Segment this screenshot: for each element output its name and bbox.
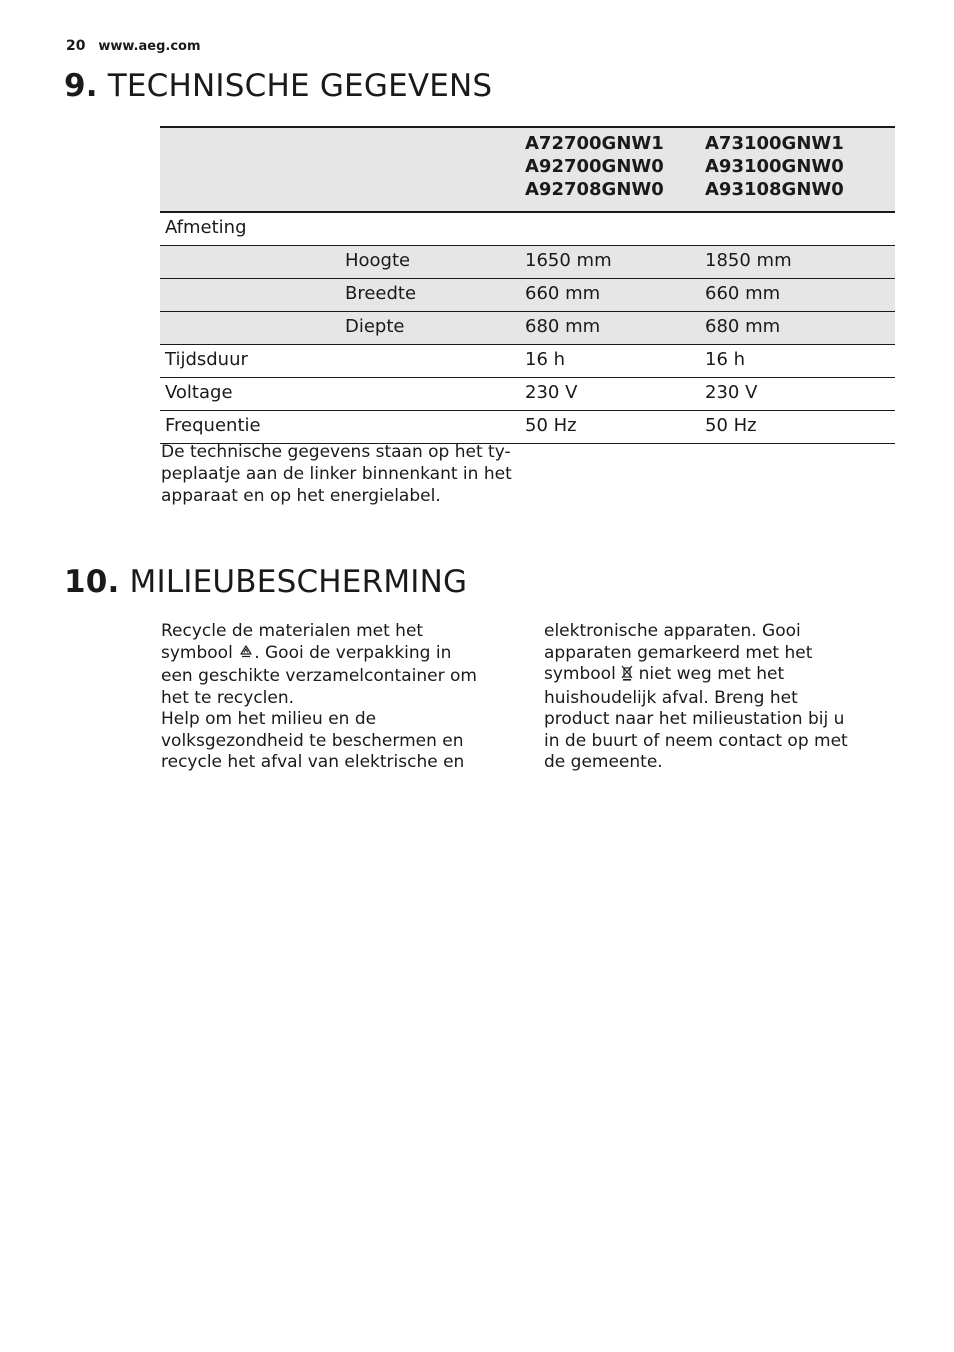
text-line: product naar het milieustation bij u	[544, 709, 845, 729]
section-heading-technical-data	[64, 68, 492, 104]
model-name: A73100GNW1	[705, 133, 844, 154]
text-line: Help om het milieu en de	[161, 709, 377, 729]
text-line: elektronische apparaten. Gooi	[544, 621, 801, 641]
row-sublabel: Hoogte	[340, 246, 520, 279]
text-line: in de buurt of neem contact op met	[544, 730, 848, 751]
page-header	[66, 38, 201, 54]
header-blank	[340, 127, 520, 212]
text-line: apparaten gemarkeerd met het	[544, 642, 813, 663]
table-note	[161, 441, 521, 507]
cell-value: 660 mm	[520, 279, 700, 312]
page-number: 20	[66, 38, 86, 54]
text-line: huishoudelijk afval. Breng het	[544, 687, 798, 708]
row-label	[160, 246, 340, 279]
cell-value: 1850 mm	[700, 246, 895, 279]
text-line: de gemeente.	[544, 752, 663, 772]
model-name: A93108GNW0	[705, 179, 844, 200]
note-line: apparaat en op het energielabel.	[161, 486, 441, 506]
text-line: een geschikte verzamelcontainer om	[161, 666, 477, 686]
cell-value: 680 mm	[700, 312, 895, 345]
row-label: Voltage	[165, 382, 233, 403]
text-line: volksgezondheid te beschermen en	[161, 730, 464, 751]
cell-value: 16 h	[705, 349, 746, 370]
section-number: 9.	[64, 68, 98, 104]
row-label: Frequentie	[165, 415, 261, 436]
cell-value: 680 mm	[520, 312, 700, 345]
table-row	[160, 212, 895, 246]
section-number: 10.	[64, 564, 120, 600]
text-column-right	[544, 621, 864, 774]
model-name: A92708GNW0	[525, 179, 664, 200]
text-span: niet weg met het	[638, 664, 785, 684]
spec-table-header	[160, 127, 895, 212]
table-row	[160, 279, 895, 312]
model-group-2	[700, 127, 895, 212]
row-label: Afmeting	[165, 217, 247, 238]
row-label: Tijdsduur	[165, 349, 248, 370]
text-span: symbool	[544, 664, 616, 684]
cell-value: 230 V	[525, 382, 578, 403]
model-name: A72700GNW1	[525, 133, 664, 154]
crossed-bin-icon	[621, 665, 633, 688]
section-heading-environment	[64, 564, 467, 600]
cell-value: 230 V	[705, 382, 758, 403]
cell-value: 16 h	[525, 349, 566, 370]
table-row	[160, 345, 895, 378]
model-name: A93100GNW0	[705, 156, 844, 177]
spec-table	[160, 126, 895, 444]
table-row	[160, 312, 895, 345]
table-row	[160, 378, 895, 411]
row-sublabel: Diepte	[340, 312, 520, 345]
text-line: Recycle de materialen met het	[161, 621, 424, 641]
header-blank	[160, 127, 340, 212]
recycle-icon	[238, 644, 254, 667]
website-url[interactable]: www.aeg.com	[98, 39, 201, 54]
note-line: peplaatje aan de linker binnenkant in het	[161, 464, 512, 484]
text-line	[544, 664, 864, 688]
cell-value: 1650 mm	[520, 246, 700, 279]
row-label	[160, 312, 340, 345]
section-title: MILIEUBESCHERMING	[129, 564, 468, 600]
row-sublabel	[340, 345, 520, 378]
text-line: het te recyclen.	[161, 687, 295, 708]
text-span: . Gooi de verpakking in	[254, 642, 452, 663]
row-sublabel	[340, 378, 520, 411]
row-sublabel: Breedte	[340, 279, 520, 312]
model-name: A92700GNW0	[525, 156, 664, 177]
row-sublabel	[340, 411, 520, 444]
text-column-left	[161, 621, 501, 774]
cell-value: 50 Hz	[525, 415, 577, 436]
table-row	[160, 246, 895, 279]
cell-value: 660 mm	[700, 279, 895, 312]
row-label	[160, 279, 340, 312]
model-group-1	[520, 127, 700, 212]
text-line: recycle het afval van elektrische en	[161, 752, 465, 772]
table-row	[160, 411, 895, 444]
text-span: symbool	[161, 642, 233, 663]
note-line: De technische gegevens staan op het ty-	[161, 442, 511, 462]
cell-value: 50 Hz	[705, 415, 757, 436]
section-title: TECHNISCHE GEGEVENS	[107, 68, 493, 104]
text-line	[161, 643, 501, 667]
